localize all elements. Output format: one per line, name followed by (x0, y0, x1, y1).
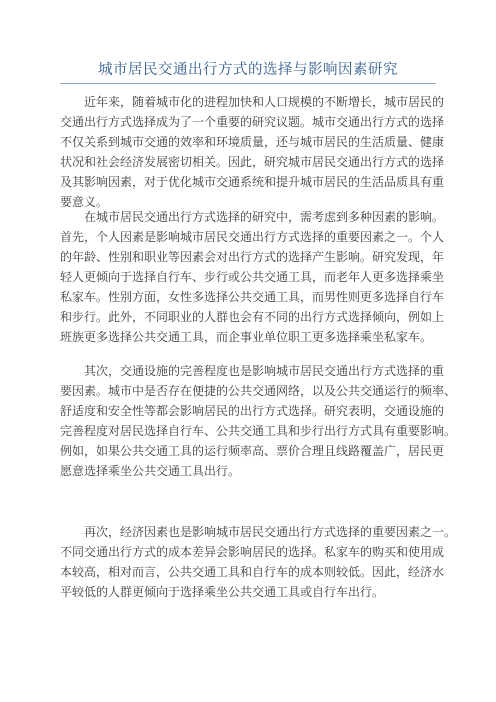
paragraph-line: 轻人更倾向于选择自行车、步行或公共交通工具，而老年人更多选择乘坐 (60, 270, 445, 284)
paragraph-line: 状况和社会经济发展密切相关。因此，研究城市居民交通出行方式的选择 (60, 155, 445, 169)
paragraph-4 (60, 522, 457, 602)
paragraph-line: 例如，如果公共交通工具的运行频率高、票价合理且线路覆盖广，居民更 (60, 444, 445, 458)
paragraph-1 (60, 92, 445, 212)
paragraph-line: 首先，个人因素是影响城市居民交通出行方式选择的重要因素之一。个人 (60, 230, 445, 244)
paragraph-3 (60, 361, 457, 481)
title-divider (60, 83, 436, 84)
paragraph-line: 近年来，随着城市化的进程加快和人口规模的不断增长，城市居民的 (84, 95, 445, 109)
paragraph-line: 在城市居民交通出行方式选择的研究中，需考虑到多种因素的影响。 (84, 210, 445, 224)
paragraph-line: 不同交通出行方式的成本差异会影响居民的选择。私家车的购买和使用成 (60, 545, 445, 559)
paragraph-line: 班族更多选择公共交通工具，而企事业单位职工更多选择乘坐私家车。 (60, 330, 433, 344)
paragraph-line: 要因素。城市中是否存在便捷的公共交通网络，以及公共交通运行的频率、 (60, 384, 457, 398)
paragraph-line: 完善程度对居民选择自行车、公共交通工具和步行出行方式具有重要影响。 (60, 424, 457, 438)
paragraph-line: 交通出行方式选择成为了一个重要的研究议题。城市交通出行方式的选择 (60, 115, 445, 129)
paragraph-line: 平较低的人群更倾向于选择乘坐公共交通工具或自行车出行。 (60, 585, 385, 599)
paragraph-line: 愿意选择乘坐公共交通工具出行。 (60, 464, 241, 478)
paragraph-line: 和步行。此外，不同职业的人群也会有不同的出行方式选择倾向，例如上 (60, 310, 445, 324)
paragraph-2 (60, 207, 445, 347)
paragraph-line: 其次，交通设施的完善程度也是影响城市居民交通出行方式选择的重 (84, 364, 445, 378)
paragraph-line: 要意义。 (60, 195, 109, 209)
paragraph-line: 的年龄、性别和职业等因素会对出行方式的选择产生影响。研究发现，年 (60, 250, 445, 264)
document-title: 城市居民交通出行方式的选择与影响因素研究 (98, 62, 398, 78)
paragraph-line: 舒适度和安全性等都会影响居民的出行方式选择。研究表明，交通设施的 (60, 404, 445, 418)
paragraph-line: 不仅关系到城市交通的效率和环境质量，还与城市居民的生活质量、健康 (60, 135, 445, 149)
paragraph-line: 本较高，相对而言，公共交通工具和自行车的成本则较低。因此，经济水 (60, 565, 445, 579)
paragraph-line: 私家车。性别方面，女性多选择公共交通工具，而男性则更多选择自行车 (60, 290, 445, 304)
paragraph-line: 及其影响因素，对于优化城市交通系统和提升城市居民的生活品质具有重 (60, 175, 445, 189)
paragraph-line: 再次，经济因素也是影响城市居民交通出行方式选择的重要因素之一。 (84, 525, 457, 539)
